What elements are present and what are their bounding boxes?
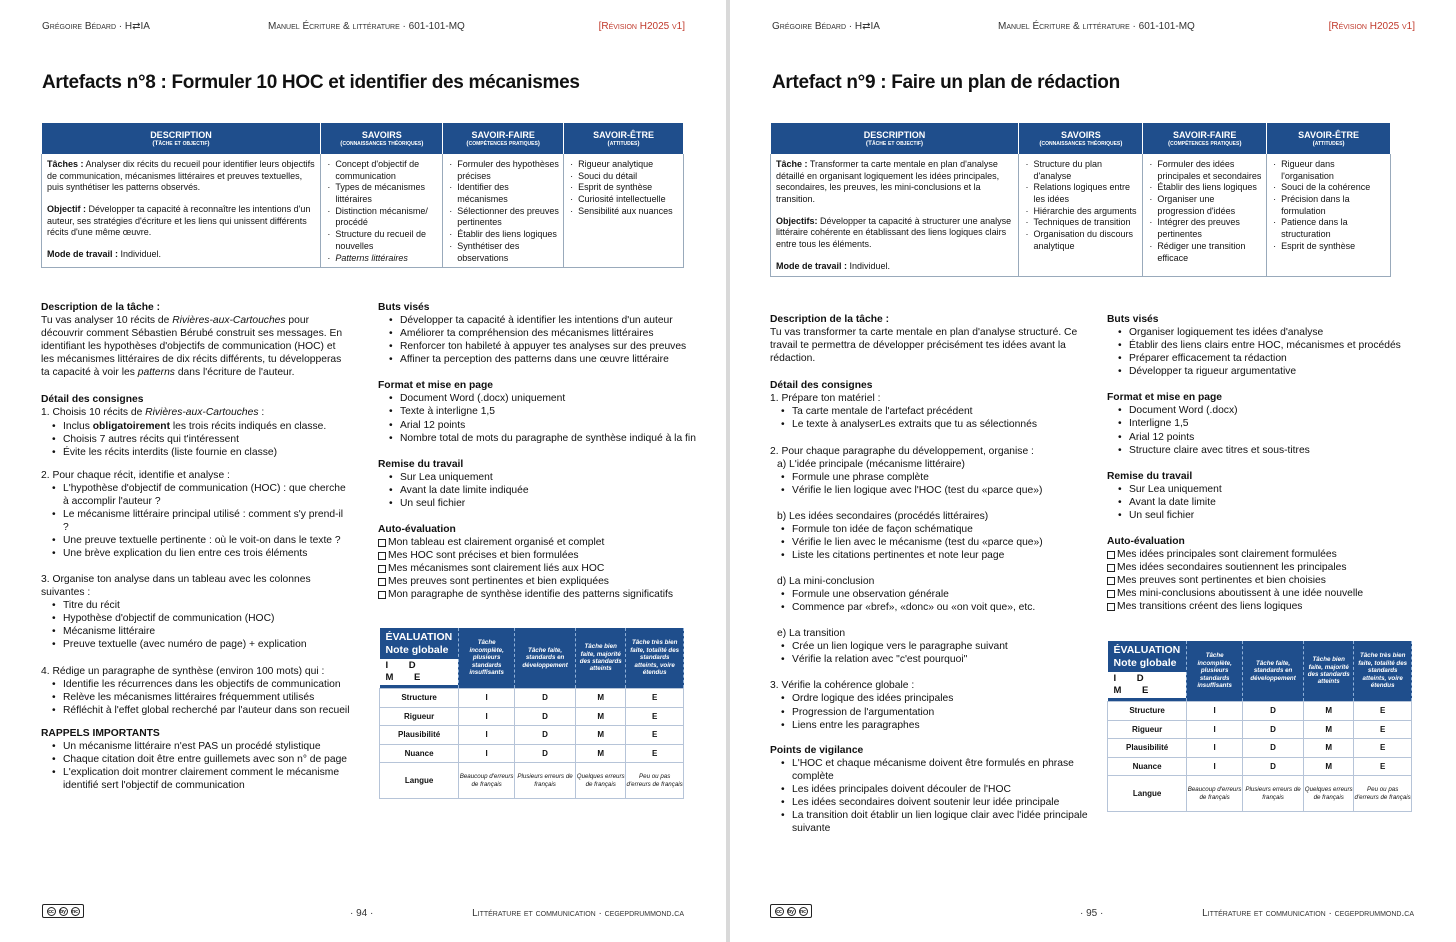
license-badge: cc by nc bbox=[42, 904, 84, 918]
list-item: • Ta carte mentale de l'artefact précédent bbox=[770, 405, 1090, 418]
table-row: Rigueur I D M E bbox=[1108, 720, 1412, 739]
list-item: • Formule une observation générale bbox=[770, 588, 1090, 601]
list-item: • Chaque citation doit être entre guillemets avec son n° de page bbox=[41, 753, 351, 766]
table-row: Langue Beaucoup d'erreurs de français Plusieurs erreurs de français Quelques erreurs de français Peu ou pas d'erreurs de français bbox=[380, 763, 684, 799]
table-row: Plausibilité I D M E bbox=[380, 726, 684, 745]
table-row: Langue Beaucoup d'erreurs de français Plusieurs erreurs de français Quelques erreurs de français Peu ou pas d'erreurs de français bbox=[1108, 776, 1412, 812]
substep-b: b) Les idées secondaires (procédés littéraires) bbox=[777, 510, 989, 522]
checkbox-item: Mes idées secondaires soutiennent les principales bbox=[1107, 561, 1427, 574]
list-item: • Le mécanisme littéraire principal utilisé : comment s'y prend-il ? bbox=[41, 508, 351, 534]
description-cell: Tâche : Transformer ta carte mentale en plan d'analyse détaillé en organisant logiquement les idées principales, secondaires, les preuves, les mini-conclusions et la transition. Objectifs: Développer ta capacité à structurer une analyse littéraire cohérente en établissant des liens logiques clairs entre tous les éléments. Mode de travail : Individuel. bbox=[771, 154, 1019, 276]
list-item: • Évite les récits interdits (liste fournie en classe) bbox=[41, 446, 351, 459]
list-item: • Arial 12 points bbox=[1107, 431, 1427, 444]
checkbox-item: Mes preuves sont pertinentes et bien choisies bbox=[1107, 574, 1427, 587]
list-item: • Organiser logiquement tes idées d'analyse bbox=[1107, 326, 1427, 339]
task-description: Tu vas transformer ta carte mentale en plan d'analyse structuré. Ce travail te permettra de développer précisément tes idées avant la rédaction. bbox=[770, 327, 1078, 365]
competency-table bbox=[770, 123, 1391, 277]
step-3: 3. Organise ton analyse dans un tableau avec les colonnes suivantes : bbox=[41, 574, 311, 599]
th-savoir-faire: SAVOIR-FAIRE (compétences pratiques) bbox=[443, 123, 564, 154]
list-item: · Intégrer des preuves pertinentes bbox=[1148, 217, 1262, 240]
list-item: • Relève les mécanismes littéraires fréquemment utilisés bbox=[41, 691, 351, 704]
list-item: • L'hypothèse d'objectif de communication (HOC) : que cherche à accomplir l'auteur ? bbox=[41, 482, 351, 508]
list-item: • Crée un lien logique vers le paragraphe suivant bbox=[770, 640, 1090, 653]
substep-a: a) L'idée principale (mécanisme littéraire) bbox=[777, 458, 965, 470]
list-item: · Types de mécanismes littéraires bbox=[326, 182, 438, 205]
footer-site: Littérature et communication · cegepdrummond.ca bbox=[472, 908, 684, 919]
task-description: Tu vas analyser 10 récits de Rivières-aux-Cartouches pour découvrir comment Sébastien Bérubé construit ses messages. En identifiant les hypothèses d'objectifs de communication (HOC) et les mécanismes littéraires de dix récits différents, tu développeras ta capacité à voir les patterns dans l'écriture de l'auteur. bbox=[41, 315, 343, 379]
page-number: · 95 · bbox=[1080, 908, 1104, 919]
section-heading: Description de la tâche : bbox=[41, 302, 161, 313]
list-item: • Nombre total de mots du paragraphe de synthèse indiqué à la fin bbox=[378, 432, 698, 445]
th-savoirs: SAVOIRS (connaissances théoriques) bbox=[321, 123, 443, 154]
page-95 bbox=[730, 0, 1456, 942]
list-item: • Formule une phrase complète bbox=[770, 471, 1090, 484]
list-item: · Techniques de transition bbox=[1024, 217, 1138, 229]
page-title: Artefact n°9 : Faire un plan de rédaction bbox=[772, 72, 1120, 93]
list-item: · Formuler des hypothèses précises bbox=[448, 159, 559, 182]
list-item: • Une preuve textuelle pertinente : où le voit-on dans le texte ? bbox=[41, 534, 351, 547]
page-number: · 94 · bbox=[350, 908, 374, 919]
list-item: · Souci de la cohérence bbox=[1272, 182, 1386, 194]
list-item: • Améliorer ta compréhension des mécanismes littéraires bbox=[378, 327, 698, 340]
eval-title: ÉVALUATION Note globale I D M E bbox=[1108, 641, 1187, 702]
list-item: • Interligne 1,5 bbox=[1107, 417, 1427, 430]
left-column bbox=[41, 301, 351, 792]
list-item: · Rédiger une transition efficace bbox=[1148, 241, 1262, 264]
list-item: · Rigueur dans l'organisation bbox=[1272, 159, 1386, 182]
eval-col-i: Tâche incomplète, plusieurs standards insuffisants bbox=[1187, 641, 1243, 702]
step-1: 1. Prépare ton matériel : bbox=[770, 393, 881, 405]
section-heading: Points de vigilance bbox=[770, 744, 864, 756]
list-item: • Titre du récit bbox=[41, 599, 351, 612]
header-revision: [Révision H2025 v1] bbox=[598, 21, 685, 32]
license-badge: cc by nc bbox=[770, 904, 812, 918]
section-heading: Buts visés bbox=[1107, 314, 1159, 325]
list-item: · Souci du détail bbox=[569, 171, 679, 183]
list-item: • Vérifie le lien avec le mécanisme (test du «parce que») bbox=[770, 536, 1090, 549]
list-item: · Structure du recueil de nouvelles bbox=[326, 229, 438, 252]
list-item: • Établir des liens clairs entre HOC, mécanismes et procédés bbox=[1107, 339, 1427, 352]
list-item: · Précision dans la formulation bbox=[1272, 194, 1386, 217]
list-item: • Une brève explication du lien entre ces trois éléments bbox=[41, 547, 351, 560]
section-heading: Format et mise en page bbox=[1107, 392, 1223, 404]
list-item: • Hypothèse d'objectif de communication (HOC) bbox=[41, 612, 351, 625]
section-heading: Description de la tâche : bbox=[770, 314, 890, 325]
savoir-etre-cell bbox=[564, 154, 684, 268]
header-author: Grégoire Bédard · H⇄IA bbox=[42, 21, 150, 32]
step-1: 1. Choisis 10 récits de Rivières-aux-Cartouches : bbox=[41, 407, 265, 419]
eval-col-i: Tâche incomplète, plusieurs standards insuffisants bbox=[459, 628, 515, 689]
list-item: • L'explication doit montrer clairement comment le mécanisme identifié sert l'objectif de communication bbox=[41, 766, 351, 792]
section-heading: Remise du travail bbox=[378, 458, 464, 470]
th-savoir-etre: SAVOIR-ÊTRE (attitudes) bbox=[564, 123, 684, 154]
list-item: • Un seul fichier bbox=[378, 497, 698, 510]
list-item: • Structure claire avec titres et sous-titres bbox=[1107, 444, 1427, 457]
list-item: · Établir des liens logiques bbox=[448, 229, 559, 241]
list-item: • Développer ta capacité à identifier les intentions d'un auteur bbox=[378, 314, 698, 327]
substep-e: e) La transition bbox=[777, 628, 846, 640]
description-cell: Tâches : Analyser dix récits du recueil pour identifier leurs objectifs de communication, mécanismes littéraires et preuves textuelles, puis synthétiser les patterns observés. Objectif : Développer ta capacité à reconnaître les intentions d'un auteur, ses stratégies d'écriture et les liens qui unissent différents récits d'une même œuvre. Mode de travail : Individuel. bbox=[42, 154, 321, 268]
list-item: • Arial 12 points bbox=[378, 419, 698, 432]
section-heading: RAPPELS IMPORTANTS bbox=[41, 727, 160, 739]
list-item: · Formuler des idées principales et secondaires bbox=[1148, 159, 1262, 182]
right-column bbox=[1107, 313, 1427, 613]
list-item: • Les idées principales doivent découler de l'HOC bbox=[770, 783, 1090, 796]
header-course: Manuel Écriture & littérature · 601-101-MQ bbox=[268, 21, 465, 32]
checkbox-item: Mes HOC sont précises et bien formulées bbox=[378, 549, 698, 562]
section-heading: Auto-évaluation bbox=[378, 523, 456, 535]
list-item: • Un mécanisme littéraire n'est PAS un procédé stylistique bbox=[41, 740, 351, 753]
evaluation-grid bbox=[379, 628, 684, 799]
section-heading: Buts visés bbox=[378, 302, 430, 313]
header-course: Manuel Écriture & littérature · 601-101-MQ bbox=[998, 21, 1195, 32]
th-description: DESCRIPTION (Tâche et objectif) bbox=[771, 123, 1019, 154]
section-heading: Détail des consignes bbox=[41, 394, 144, 406]
list-item: · Hiérarchie des arguments bbox=[1024, 206, 1138, 218]
list-item: • Sur Lea uniquement bbox=[1107, 483, 1427, 496]
list-item: • Inclus obligatoirement les trois récits indiqués en classe. bbox=[41, 420, 351, 433]
footer-site: Littérature et communication · cegepdrummond.ca bbox=[1202, 908, 1414, 919]
list-item: • Progression de l'argumentation bbox=[770, 706, 1090, 719]
savoir-etre-cell bbox=[1267, 154, 1391, 276]
list-item: • Le texte à analyserLes extraits que tu as sélectionnés bbox=[770, 418, 1090, 431]
list-item: · Concept d'objectif de communication bbox=[326, 159, 438, 182]
th-savoirs: SAVOIRS (connaissances théoriques) bbox=[1019, 123, 1143, 154]
savoirs-cell bbox=[321, 154, 443, 268]
list-item: • Avant la date limite bbox=[1107, 496, 1427, 509]
eval-title: ÉVALUATION Note globale I D M E bbox=[380, 628, 459, 689]
list-item: • Mécanisme littéraire bbox=[41, 625, 351, 638]
list-item: • Sur Lea uniquement bbox=[378, 471, 698, 484]
list-item: · Sensibilité aux nuances bbox=[569, 206, 679, 218]
list-item: · Identifier des mécanismes bbox=[448, 182, 559, 205]
eval-col-d: Tâche faite, standards en développement bbox=[1243, 641, 1304, 702]
table-row: Rigueur I D M E bbox=[380, 707, 684, 726]
page-title: Artefacts n°8 : Formuler 10 HOC et identifier des mécanismes bbox=[42, 72, 580, 93]
table-row: Structure I D M E bbox=[1108, 702, 1412, 721]
list-item: · Patience dans la structuration bbox=[1272, 217, 1386, 240]
th-savoir-etre: SAVOIR-ÊTRE (attitudes) bbox=[1267, 123, 1391, 154]
list-item: • L'HOC et chaque mécanisme doivent être formulés en phrase complète bbox=[770, 757, 1090, 783]
list-item: • Réfléchit à l'effet global recherché par l'auteur dans son recueil bbox=[41, 704, 351, 717]
list-item: · Rigueur analytique bbox=[569, 159, 679, 171]
list-item: · Organiser une progression d'idées bbox=[1148, 194, 1262, 217]
competency-table bbox=[41, 123, 684, 268]
step-4: 4. Rédige un paragraphe de synthèse (environ 100 mots) qui : bbox=[41, 665, 325, 677]
checkbox-item: Mes idées principales sont clairement formulées bbox=[1107, 548, 1427, 561]
list-item: • Renforcer ton habileté à appuyer tes analyses sur des preuves bbox=[378, 340, 698, 353]
list-item: · Patterns littéraires bbox=[326, 253, 438, 265]
step-2: 2. Pour chaque récit, identifie et analyse : bbox=[41, 469, 230, 481]
list-item: • Affiner ta perception des patterns dans une œuvre littéraire bbox=[378, 353, 698, 366]
list-item: • Ordre logique des idées principales bbox=[770, 692, 1090, 705]
list-item: • Document Word (.docx) bbox=[1107, 404, 1427, 417]
checkbox-item: Mon tableau est clairement organisé et complet bbox=[378, 536, 698, 549]
table-row: Nuance I D M E bbox=[380, 744, 684, 763]
list-item: • Vérifie la relation avec "c'est pourquoi" bbox=[770, 653, 1090, 666]
list-item: • Développer ta rigueur argumentative bbox=[1107, 365, 1427, 378]
table-row: Nuance I D M E bbox=[1108, 757, 1412, 776]
list-item: • Identifie les récurrences dans les objectifs de communication bbox=[41, 678, 351, 691]
evaluation-grid bbox=[1107, 641, 1412, 812]
list-item: • Liste les citations pertinentes et note leur page bbox=[770, 549, 1090, 562]
checkbox-item: Mes preuves sont pertinentes et bien expliquées bbox=[378, 575, 698, 588]
list-item: • Document Word (.docx) uniquement bbox=[378, 392, 698, 405]
savoir-faire-cell bbox=[1143, 154, 1267, 276]
th-savoir-faire: SAVOIR-FAIRE (compétences pratiques) bbox=[1143, 123, 1267, 154]
eval-col-d: Tâche faite, standards en développement bbox=[515, 628, 576, 689]
list-item: • Preuve textuelle (avec numéro de page) + explication bbox=[41, 638, 351, 651]
eval-col-m: Tâche bien faite, majorité des standards atteints bbox=[1304, 641, 1354, 702]
list-item: • Choisis 7 autres récits qui t'intéressent bbox=[41, 433, 351, 446]
list-item: · Relations logiques entre les idées bbox=[1024, 182, 1138, 205]
section-heading: Auto-évaluation bbox=[1107, 535, 1185, 547]
th-description: DESCRIPTION (Tâche et objectif) bbox=[42, 123, 321, 154]
list-item: • Avant la date limite indiquée bbox=[378, 484, 698, 497]
page-94 bbox=[0, 0, 726, 942]
list-item: • Formule ton idée de façon schématique bbox=[770, 523, 1090, 536]
list-item: • Préparer efficacement ta rédaction bbox=[1107, 352, 1427, 365]
list-item: · Synthétiser des observations bbox=[448, 241, 559, 264]
list-item: · Structure du plan d'analyse bbox=[1024, 159, 1138, 182]
header-author: Grégoire Bédard · H⇄IA bbox=[772, 21, 880, 32]
list-item: · Curiosité intellectuelle bbox=[569, 194, 679, 206]
table-row: Plausibilité I D M E bbox=[1108, 739, 1412, 758]
checkbox-item: Mes transitions créent des liens logiques bbox=[1107, 600, 1427, 613]
list-item: • La transition doit établir un lien logique clair avec l'idée principale suivante bbox=[770, 809, 1090, 835]
list-item: · Organisation du discours analytique bbox=[1024, 229, 1138, 252]
section-heading: Remise du travail bbox=[1107, 470, 1193, 482]
step-3: 3. Vérifie la cohérence globale : bbox=[770, 680, 915, 692]
checkbox-item: Mes mécanismes sont clairement liés aux HOC bbox=[378, 562, 698, 575]
list-item: • Liens entre les paragraphes bbox=[770, 719, 1090, 732]
list-item: · Esprit de synthèse bbox=[569, 182, 679, 194]
eval-col-m: Tâche bien faite, majorité des standards atteints bbox=[576, 628, 626, 689]
savoir-faire-cell bbox=[443, 154, 564, 268]
section-heading: Format et mise en page bbox=[378, 380, 494, 392]
right-column bbox=[378, 301, 698, 601]
header-revision: [Révision H2025 v1] bbox=[1328, 21, 1415, 32]
table-row: Structure I D M E bbox=[380, 689, 684, 708]
list-item: • Commence par «bref», «donc» ou «on voit que», etc. bbox=[770, 601, 1090, 614]
eval-col-e: Tâche très bien faite, totalité des standards atteints, voire étendus bbox=[626, 628, 684, 689]
list-item: · Esprit de synthèse bbox=[1272, 241, 1386, 253]
savoirs-cell bbox=[1019, 154, 1143, 276]
step-2: 2. Pour chaque paragraphe du développement, organise : bbox=[770, 445, 1034, 457]
list-item: • Un seul fichier bbox=[1107, 509, 1427, 522]
eval-col-e: Tâche très bien faite, totalité des standards atteints, voire étendus bbox=[1354, 641, 1412, 702]
substep-d: d) La mini-conclusion bbox=[777, 576, 875, 587]
list-item: · Sélectionner des preuves pertinentes bbox=[448, 206, 559, 229]
section-heading: Détail des consignes bbox=[770, 380, 873, 392]
list-item: • Les idées secondaires doivent soutenir leur idée principale bbox=[770, 796, 1090, 809]
list-item: · Établir des liens logiques bbox=[1148, 182, 1262, 194]
checkbox-item: Mon paragraphe de synthèse identifie des patterns significatifs bbox=[378, 588, 698, 601]
left-column bbox=[770, 313, 1090, 835]
list-item: • Texte à interligne 1,5 bbox=[378, 405, 698, 418]
checkbox-item: Mes mini-conclusions aboutissent à une idée nouvelle bbox=[1107, 587, 1427, 600]
list-item: · Distinction mécanisme/ procédé bbox=[326, 206, 438, 229]
list-item: • Vérifie le lien logique avec l'HOC (test du «parce que») bbox=[770, 484, 1090, 497]
